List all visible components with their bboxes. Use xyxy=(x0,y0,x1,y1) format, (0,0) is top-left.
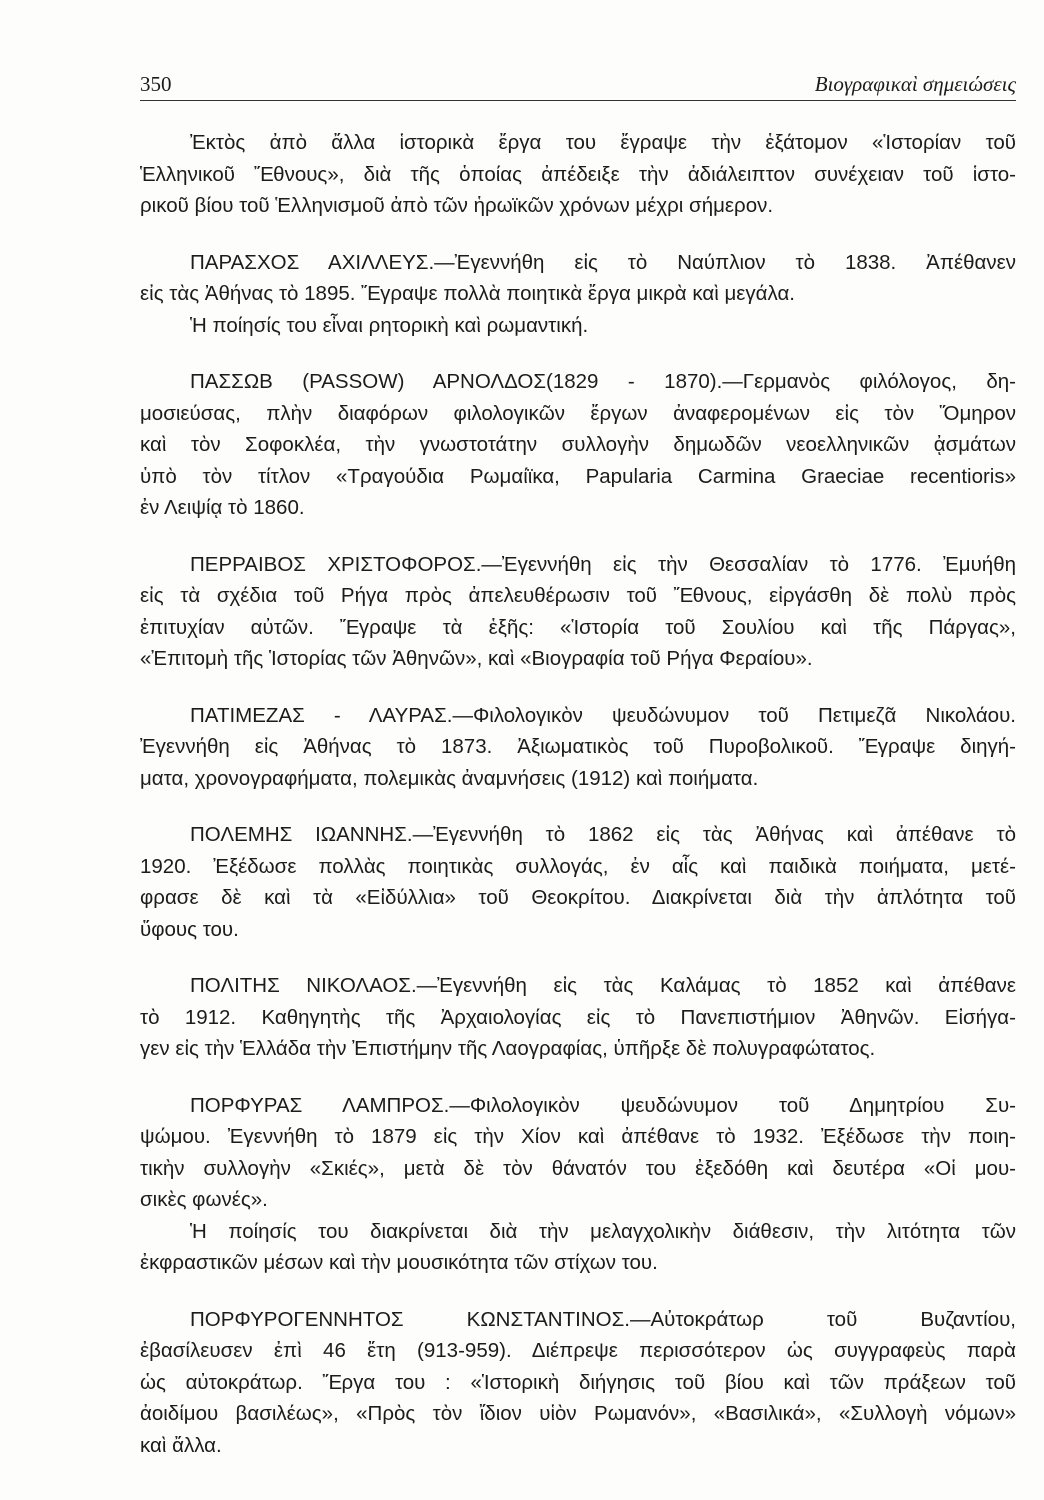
text-line: «Ἐπιτομὴ τῆς Ἱστορίας τῶν Ἀθηνῶν», καὶ «Βιογραφία τοῦ Ρήγα Φεραίου». xyxy=(140,647,813,670)
page-number: 350 xyxy=(140,72,172,96)
text-line: σικὲς φωνές». xyxy=(140,1188,268,1211)
page-header xyxy=(140,70,1016,101)
text-line: εἰς τὰ σχέδια τοῦ Ρήγα πρὸς ἀπελευθέρωσιν τοῦ Ἔθνους, εἰργάσθη δὲ πολὺ πρὸς xyxy=(140,584,1016,607)
text-line: τικὴν συλλογὴν «Σκιές», μετὰ δὲ τὸν θάνατόν του ἐξεδόθη καὶ δευτέρα «Οἱ μου- xyxy=(140,1156,1016,1180)
entry-paragraph xyxy=(140,366,1016,524)
text-line: ΠΕΡΡΑΙΒΟΣ ΧΡΙΣΤΟΦΟΡΟΣ.—Ἐγεννήθη εἰς τὴν Θεσσαλίαν τὸ 1776. Ἐμυήθη xyxy=(190,552,1016,576)
text-line: τὸ 1912. Καθηγητὴς τῆς Ἀρχαιολογίας εἰς τὸ Πανεπιστήμιον Ἀθηνῶν. Εἰσήγα- xyxy=(140,1005,1016,1029)
text-line: ἐν Λειψίᾳ τὸ 1860. xyxy=(140,496,305,519)
text-line: ΠΟΛΙΤΗΣ ΝΙΚΟΛΑΟΣ.—Ἐγεννήθη εἰς τὰς Καλάμας τὸ 1852 καὶ ἀπέθανε xyxy=(190,974,1016,997)
text-line: Ἡ ποίησίς του διακρίνεται διὰ τὴν μελαγχολικὴν διάθεσιν, τὴν λιτότητα τῶν xyxy=(190,1219,1016,1243)
text-line: ρικοῦ βίου τοῦ Ἑλληνισμοῦ ἀπὸ τῶν ἡρωϊκῶν χρόνων μέχρι σήμερον. xyxy=(140,194,774,217)
text-line: Ἡ ποίησίς του εἶναι ρητορικὴ καὶ ρωμαντική. xyxy=(190,313,589,337)
text-line: Ἐγεννήθη εἰς Ἀθήνας τὸ 1873. Ἀξιωματικὸς τοῦ Πυροβολικοῦ. Ἔγραψε διηγή- xyxy=(140,735,1016,758)
text-line: καὶ τὸν Σοφοκλέα, τὴν γνωστοτάτην συλλογὴν δημωδῶν νεοελληνικῶν ᾀσμάτων xyxy=(140,433,1016,456)
text-line: ὕφους του. xyxy=(140,917,239,941)
text-line: ἀοιδίμου βασιλέως», «Πρὸς τὸν ἴδιον υἱὸν Ρωμανόν», «Βασιλικά», «Συλλογὴ νόμων» xyxy=(140,1402,1016,1425)
text-line: ψώμου. Ἐγεννήθη τὸ 1879 εἰς τὴν Χίον καὶ ἀπέθανε τὸ 1932. Ἐξέδωσε τὴν ποιη- xyxy=(140,1125,1016,1148)
text-line: ὑπὸ τὸν τίτλον «Τραγούδια Ρωμαίϊκα, Papularia Carmina Graeciae recentioris» xyxy=(140,464,1016,488)
text-line: γεν εἰς τὴν Ἑλλάδα τὴν Ἐπιστήμην τῆς Λαογραφίας, ὑπῆρξε δὲ πολυγραφώτατος. xyxy=(140,1037,876,1060)
paragraph-continuation xyxy=(140,310,1016,342)
entry-paragraph xyxy=(140,970,1016,1065)
text-line: ματα, χρονογραφήματα, πολεμικὰς ἀναμνήσεις (1912) καὶ ποιήματα. xyxy=(140,766,759,790)
text-line: ἐκφραστικῶν μέσων καὶ τὴν μουσικότητα τῶν στίχων του. xyxy=(140,1251,658,1274)
entry-paragraph xyxy=(140,247,1016,310)
text-line: Ἑλληνικοῦ Ἔθνους», διὰ τῆς ὁποίας ἀπέδειξε τὴν ἀδιάλειπτον συνέχειαν τοῦ ἱστο- xyxy=(140,162,1016,186)
entry-paragraph xyxy=(140,1304,1016,1462)
text-line: ΠΑΡΑΣΧΟΣ ΑΧΙΛΛΕΥΣ.—Ἐγεννήθη εἰς τὸ Ναύπλιον τὸ 1838. Ἀπέθανεν xyxy=(190,250,1016,274)
running-title: Βιογραφικαὶ σημειώσεις xyxy=(814,72,1016,96)
text-line: ΠΟΡΦΥΡΑΣ ΛΑΜΠΡΟΣ.—Φιλολογικὸν ψευδώνυμον τοῦ Δημητρίου Συ- xyxy=(190,1093,1016,1117)
page-body xyxy=(140,127,1016,1461)
text-line: ΠΟΛΕΜΗΣ ΙΩΑΝΝΗΣ.—Ἐγεννήθη τὸ 1862 εἰς τὰς Ἀθήνας καὶ ἀπέθανε τὸ xyxy=(190,823,1016,846)
entry-paragraph xyxy=(140,700,1016,795)
text-line: καὶ ἄλλα. xyxy=(140,1433,222,1457)
text-line: εἰς τὰς Ἀθήνας τὸ 1895. Ἔγραψε πολλὰ ποιητικὰ ἔργα μικρὰ καὶ μεγάλα. xyxy=(140,282,795,305)
text-line: ἐπιτυχίαν αὐτῶν. Ἔγραψε τὰ ἑξῆς: «Ἱστορία τοῦ Σουλίου καὶ τῆς Πάργας», xyxy=(140,615,1016,639)
entry-paragraph xyxy=(140,549,1016,675)
text-line: μοσιεύσας, πλὴν διαφόρων φιλολογικῶν ἔργων ἀναφερομένων εἰς τὸν Ὅμηρον xyxy=(140,401,1016,425)
text-line: ἐβασίλευσεν ἐπὶ 46 ἔτη (913-959). Διέπρεψε περισσότερον ὡς συγγραφεὺς παρὰ xyxy=(140,1339,1016,1362)
paragraph-continuation xyxy=(140,1216,1016,1279)
text-line: φρασε δὲ καὶ τὰ «Εἰδύλλια» τοῦ Θεοκρίτου. Διακρίνεται διὰ τὴν ἁπλότητα τοῦ xyxy=(140,886,1016,909)
text-line: ΠΑΤΙΜΕΖΑΣ - ΛΑΥΡΑΣ.—Φιλολογικὸν ψευδώνυμον τοῦ Πετιμεζᾶ Νικολάου. xyxy=(190,703,1016,727)
text-line: ΠΟΡΦΥΡΟΓΕΝΝΗΤΟΣ ΚΩΝΣΤΑΝΤΙΝΟΣ.—Αὐτοκράτωρ τοῦ Βυζαντίου, xyxy=(190,1307,1016,1331)
text-line: 1920. Ἐξέδωσε πολλὰς ποιητικὰς συλλογάς, ἐν αἷς καὶ παιδικὰ ποιήματα, μετέ- xyxy=(140,854,1016,878)
text-line: ὡς αὐτοκράτωρ. Ἔργα του : «Ἱστορικὴ διήγησις τοῦ βίου καὶ τῶν πράξεων τοῦ xyxy=(140,1370,1016,1394)
entry-paragraph xyxy=(140,819,1016,945)
entry-paragraph xyxy=(140,127,1016,222)
text-line: Ἐκτὸς ἀπὸ ἄλλα ἱστορικὰ ἔργα του ἔγραψε τὴν ἑξάτομον «Ἱστορίαν τοῦ xyxy=(190,131,1016,154)
entry-paragraph xyxy=(140,1090,1016,1216)
text-line: ΠΑΣΣΩΒ (PASSOW) ΑΡΝΟΛΔΟΣ(1829 - 1870).—Γερμανὸς φιλόλογος, δη- xyxy=(190,370,1016,393)
